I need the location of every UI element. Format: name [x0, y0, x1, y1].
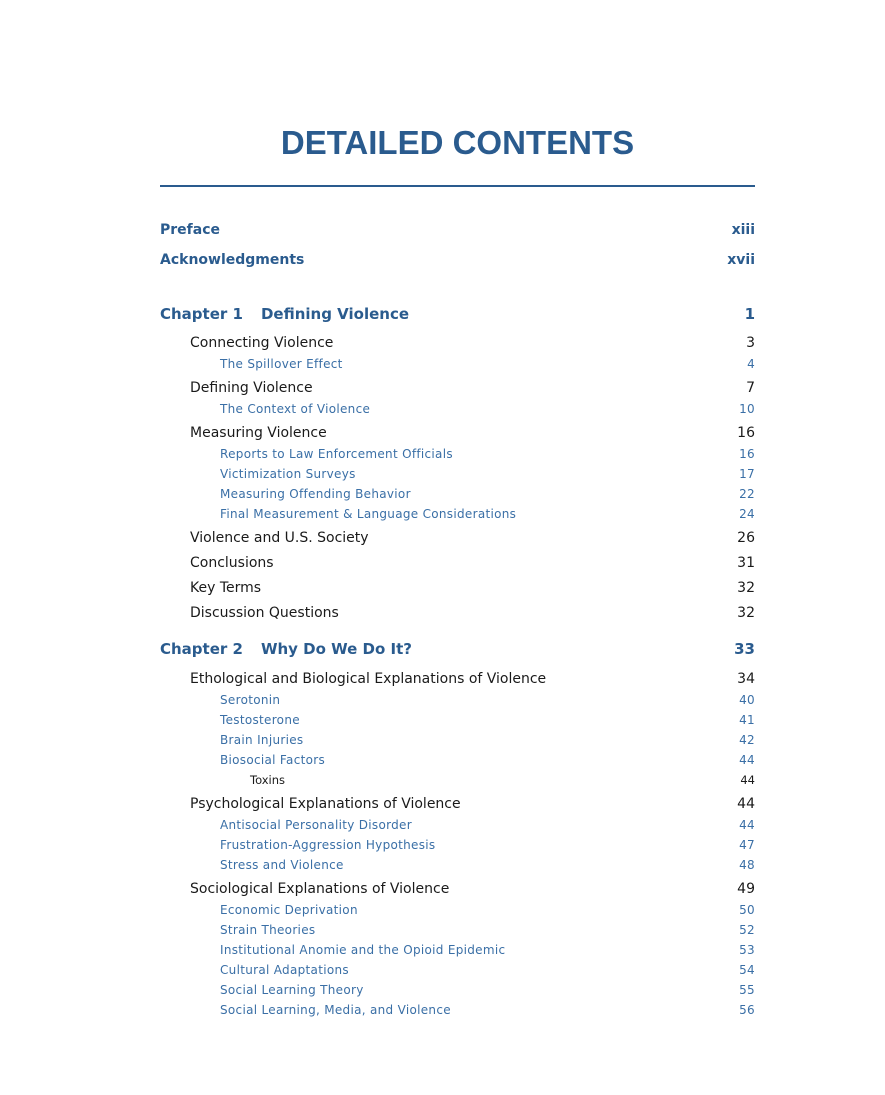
toc-entry-label: The Context of Violence — [220, 402, 371, 416]
toc-page-number: 53 — [739, 943, 755, 957]
toc-chapter-2[interactable] — [160, 640, 755, 658]
toc-page-number: 49 — [737, 881, 755, 897]
toc-entry-preface[interactable] — [160, 222, 755, 238]
toc-page-number: 44 — [740, 773, 755, 787]
toc-entry-label: Preface — [160, 222, 220, 238]
toc-entry-label: Serotonin — [220, 693, 281, 707]
toc-entry-label: Antisocial Personality Disorder — [220, 818, 412, 832]
toc-entry-label: Connecting Violence — [190, 335, 334, 351]
toc-entry-label: Psychological Explanations of Violence — [190, 796, 461, 812]
toc-chapter-1[interactable] — [160, 305, 755, 323]
toc-page-number: 22 — [739, 487, 755, 501]
toc-subsection[interactable] — [160, 838, 755, 852]
toc-subsection[interactable] — [160, 923, 755, 937]
toc-entry-label: Social Learning Theory — [220, 983, 364, 997]
toc-subsection[interactable] — [160, 467, 755, 481]
page-title: DETAILED CONTENTS — [280, 124, 635, 161]
toc-page-number: 48 — [739, 858, 755, 872]
toc-page-number: 32 — [737, 580, 755, 596]
toc-entry-label: Frustration-Aggression Hypothesis — [220, 838, 436, 852]
toc-page-number: 47 — [739, 838, 755, 852]
toc-page-number: 1 — [744, 305, 755, 323]
toc-page-number: 44 — [739, 753, 755, 767]
toc-entry-label: Ethological and Biological Explanations of Violence — [190, 671, 547, 687]
toc-page-number: 32 — [737, 605, 755, 621]
toc-subsection[interactable] — [160, 1003, 755, 1017]
toc-section[interactable] — [160, 530, 755, 546]
toc-entry-label: Biosocial Factors — [220, 753, 326, 767]
toc-entry-label: Testosterone — [220, 713, 300, 727]
toc-subsection[interactable] — [160, 693, 755, 707]
toc-page-number: 42 — [739, 733, 755, 747]
toc-page-number: 33 — [734, 640, 755, 658]
toc-subsection[interactable] — [160, 943, 755, 957]
toc-page-number: 55 — [739, 983, 755, 997]
toc-page-number: xiii — [731, 222, 755, 238]
toc-page-number: 34 — [737, 671, 755, 687]
toc-section[interactable] — [160, 335, 755, 351]
toc-subsection[interactable] — [160, 487, 755, 501]
toc-page-number: 31 — [737, 555, 755, 571]
toc-entry-label: Stress and Violence — [220, 858, 344, 872]
toc-subsubsection[interactable] — [160, 773, 755, 787]
toc-page-number: 16 — [737, 425, 755, 441]
toc-page-number: 52 — [739, 923, 755, 937]
toc-entry-label: Acknowledgments — [160, 252, 305, 268]
toc-page-number: xvii — [727, 252, 755, 268]
toc-section[interactable] — [160, 796, 755, 812]
toc-entry-label: The Spillover Effect — [220, 357, 343, 371]
title-divider — [160, 185, 755, 187]
toc-subsection[interactable] — [160, 818, 755, 832]
toc-section[interactable] — [160, 380, 755, 396]
chapter-title: Defining Violence — [260, 305, 410, 323]
toc-subsection[interactable] — [160, 753, 755, 767]
toc-entry-label: Discussion Questions — [190, 605, 339, 621]
toc-entry-label: Final Measurement & Language Considerations — [220, 507, 517, 521]
toc-page-number: 50 — [739, 903, 755, 917]
toc-entry-label: Conclusions — [190, 555, 274, 571]
toc-page-number: 44 — [739, 818, 755, 832]
toc-page-number: 41 — [739, 713, 755, 727]
chapter-number: Chapter 2 — [160, 640, 243, 658]
toc-subsection[interactable] — [160, 983, 755, 997]
toc-entry-label: Social Learning, Media, and Violence — [220, 1003, 451, 1017]
toc-subsection[interactable] — [160, 963, 755, 977]
toc-section[interactable] — [160, 555, 755, 571]
toc-entry-label: Cultural Adaptations — [220, 963, 349, 977]
toc-page-number: 7 — [746, 380, 755, 396]
toc-entry-label: Victimization Surveys — [220, 467, 356, 481]
toc-section[interactable] — [160, 671, 755, 687]
toc-entry-label: Measuring Offending Behavior — [220, 487, 411, 501]
toc-subsection[interactable] — [160, 713, 755, 727]
toc-subsection[interactable] — [160, 447, 755, 461]
toc-page-number: 24 — [739, 507, 755, 521]
toc-subsection[interactable] — [160, 357, 755, 371]
toc-entry-label: Institutional Anomie and the Opioid Epidemic — [220, 943, 506, 957]
toc-page-number: 4 — [747, 357, 755, 371]
toc-entry-label: Measuring Violence — [190, 425, 327, 441]
toc-subsection[interactable] — [160, 733, 755, 747]
toc-page-number: 17 — [739, 467, 755, 481]
chapter-title: Why Do We Do It? — [260, 640, 412, 658]
toc-section[interactable] — [160, 580, 755, 596]
toc-subsection[interactable] — [160, 858, 755, 872]
toc-page-number: 10 — [739, 402, 755, 416]
toc-entry-label: Toxins — [250, 773, 286, 787]
toc-page-number: 44 — [737, 796, 755, 812]
toc-section[interactable] — [160, 881, 755, 897]
toc-entry-label: Economic Deprivation — [220, 903, 358, 917]
toc-page-number: 16 — [739, 447, 755, 461]
toc-section[interactable] — [160, 425, 755, 441]
toc-entry-label: Reports to Law Enforcement Officials — [220, 447, 453, 461]
chapter-number: Chapter 1 — [160, 305, 243, 323]
toc-subsection[interactable] — [160, 402, 755, 416]
toc-entry-label: Strain Theories — [220, 923, 316, 937]
toc-entry-label: Key Terms — [190, 580, 262, 596]
toc-section[interactable] — [160, 605, 755, 621]
toc-entry-label: Defining Violence — [190, 380, 313, 396]
toc-subsection[interactable] — [160, 507, 755, 521]
toc-page-number: 40 — [739, 693, 755, 707]
toc-entry-acknowledgments[interactable] — [160, 252, 755, 268]
toc-entry-label: Violence and U.S. Society — [190, 530, 369, 546]
toc-page-number: 54 — [739, 963, 755, 977]
toc-entry-label: Sociological Explanations of Violence — [190, 881, 450, 897]
toc-page-number: 26 — [737, 530, 755, 546]
toc-subsection[interactable] — [160, 903, 755, 917]
toc-page-number: 56 — [739, 1003, 755, 1017]
toc-page-number: 3 — [746, 335, 755, 351]
toc-entry-label: Brain Injuries — [220, 733, 304, 747]
